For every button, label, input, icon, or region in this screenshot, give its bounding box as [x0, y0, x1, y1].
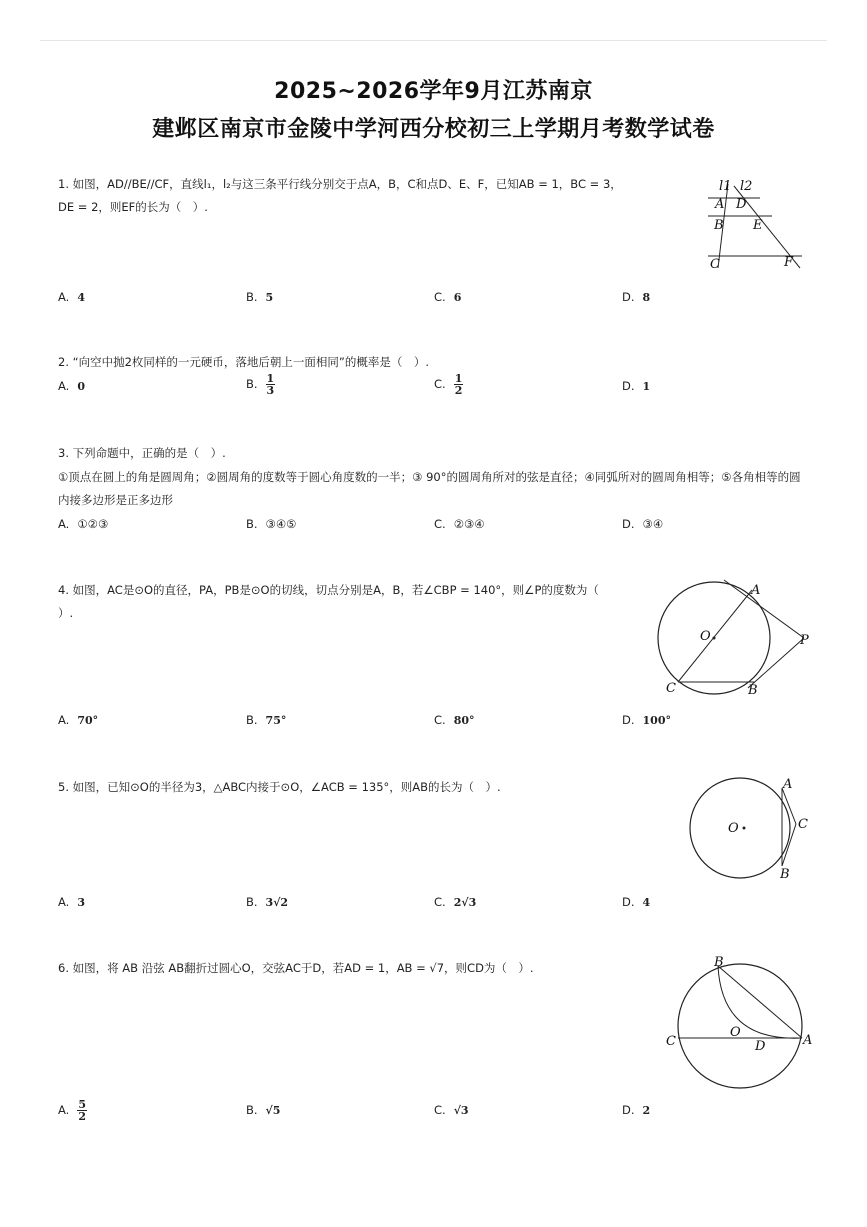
label-P: P	[800, 633, 809, 648]
label-F: F	[784, 255, 794, 270]
q1-option-c[interactable]: C. 6	[434, 290, 462, 304]
label-l2: l2	[740, 179, 753, 194]
q5-option-b[interactable]: B. 3√2	[246, 895, 289, 909]
q5-option-c[interactable]: C. 2√3	[434, 895, 477, 909]
question-4-stem-line2: ）.	[58, 606, 74, 620]
q3-option-a[interactable]: A. ①②③	[58, 517, 109, 531]
question-1-stem-line2: DE = 2，则EF的长为（ ）.	[58, 200, 208, 214]
question-6-figure	[662, 952, 820, 1092]
label-C: C	[666, 1034, 676, 1049]
question-5-stem: 5. 如图，已知⊙O的半径为3，△ABC内接于⊙O，∠ACB = 135°，则AB的长为（ ）.	[58, 780, 501, 794]
label-l1: l1	[719, 179, 732, 194]
q3-option-d[interactable]: D. ③④	[622, 517, 664, 531]
q4-option-a[interactable]: A. 70°	[58, 713, 99, 727]
question-1-figure	[700, 176, 810, 272]
label-D: D	[755, 1039, 766, 1054]
q3-option-c[interactable]: C. ②③④	[434, 517, 485, 531]
q2-option-d[interactable]: D. 1	[622, 379, 651, 393]
exam-title-line2: 建邺区南京市金陵中学河西分校初三上学期月考数学试卷	[152, 117, 715, 142]
q2-option-b[interactable]: B. $\frac{1}{3}$	[246, 372, 275, 397]
label-O: O	[730, 1025, 741, 1040]
q1-option-d[interactable]: D. 8	[622, 290, 651, 304]
q4-option-d[interactable]: D. 100°	[622, 713, 671, 727]
q2-option-c[interactable]: C. $\frac{1}{2}$	[434, 372, 463, 397]
exam-title-line1: 2025~2026学年9月江苏南京	[274, 79, 593, 104]
label-B: B	[780, 867, 790, 882]
q2-option-a[interactable]: A. 0	[58, 379, 85, 393]
question-3-stem-line2: ①顶点在圆上的角是圆周角；②圆周角的度数等于圆心角度数的一半；③ 90°的圆周角所对的弦是直径；④同弧所对的圆周角相等；⑤各角相等的圆	[58, 470, 801, 484]
q1-option-b[interactable]: B. 5	[246, 290, 274, 304]
q6-option-d[interactable]: D. 2	[622, 1103, 651, 1117]
question-1-stem-line1: 1. 如图，AD//BE//CF，直线l₁，l₂与这三条平行线分别交于点A，B，C和点D、E、F，已知AB = 1，BC = 3，	[58, 177, 622, 191]
question-4-stem-line1: 4. 如图，AC是⊙O的直径，PA，PB是⊙O的切线，切点分别是A，B，若∠CBP = 140°，则∠P的度数为（	[58, 583, 599, 597]
q4-option-b[interactable]: B. 75°	[246, 713, 287, 727]
label-C: C	[666, 681, 676, 696]
label-O: O	[700, 629, 711, 644]
label-A: A	[803, 1033, 813, 1048]
label-A: A	[715, 197, 725, 212]
label-B: B	[748, 683, 758, 698]
label-C: C	[798, 817, 808, 832]
q6-option-c[interactable]: C. √3	[434, 1103, 469, 1117]
q1-option-a[interactable]: A. 4	[58, 290, 85, 304]
q3-option-b[interactable]: B. ③④⑤	[246, 517, 297, 531]
label-B: B	[714, 955, 724, 970]
label-E: E	[753, 218, 763, 233]
label-O: O	[728, 821, 739, 836]
q4-option-c[interactable]: C. 80°	[434, 713, 475, 727]
q6-option-b[interactable]: B. √5	[246, 1103, 281, 1117]
q6-option-a[interactable]: A. $\frac{5}{2}$	[58, 1098, 86, 1123]
top-divider	[40, 40, 827, 41]
q5-option-d[interactable]: D. 4	[622, 895, 651, 909]
label-B: B	[714, 218, 724, 233]
question-6-stem: 6. 如图，将 AB 沿弦 AB翻折过圆心O，交弦AC于D，若AD = 1，AB = √7，则CD为（ ）.	[58, 961, 534, 975]
question-3-stem-line3: 内接多边形是正多边形	[58, 493, 173, 507]
q5-option-a[interactable]: A. 3	[58, 895, 85, 909]
label-C: C	[710, 257, 720, 272]
label-A: A	[783, 777, 793, 792]
question-3-stem-line1: 3. 下列命题中，正确的是（ ）.	[58, 446, 226, 460]
label-D: D	[736, 197, 747, 212]
question-4-figure	[650, 574, 820, 702]
label-A: A	[751, 583, 761, 598]
question-2-stem: 2. “向空中抛2枚同样的一元硬币，落地后朝上一面相同”的概率是（ ）.	[58, 355, 430, 369]
question-5-figure	[686, 772, 816, 884]
